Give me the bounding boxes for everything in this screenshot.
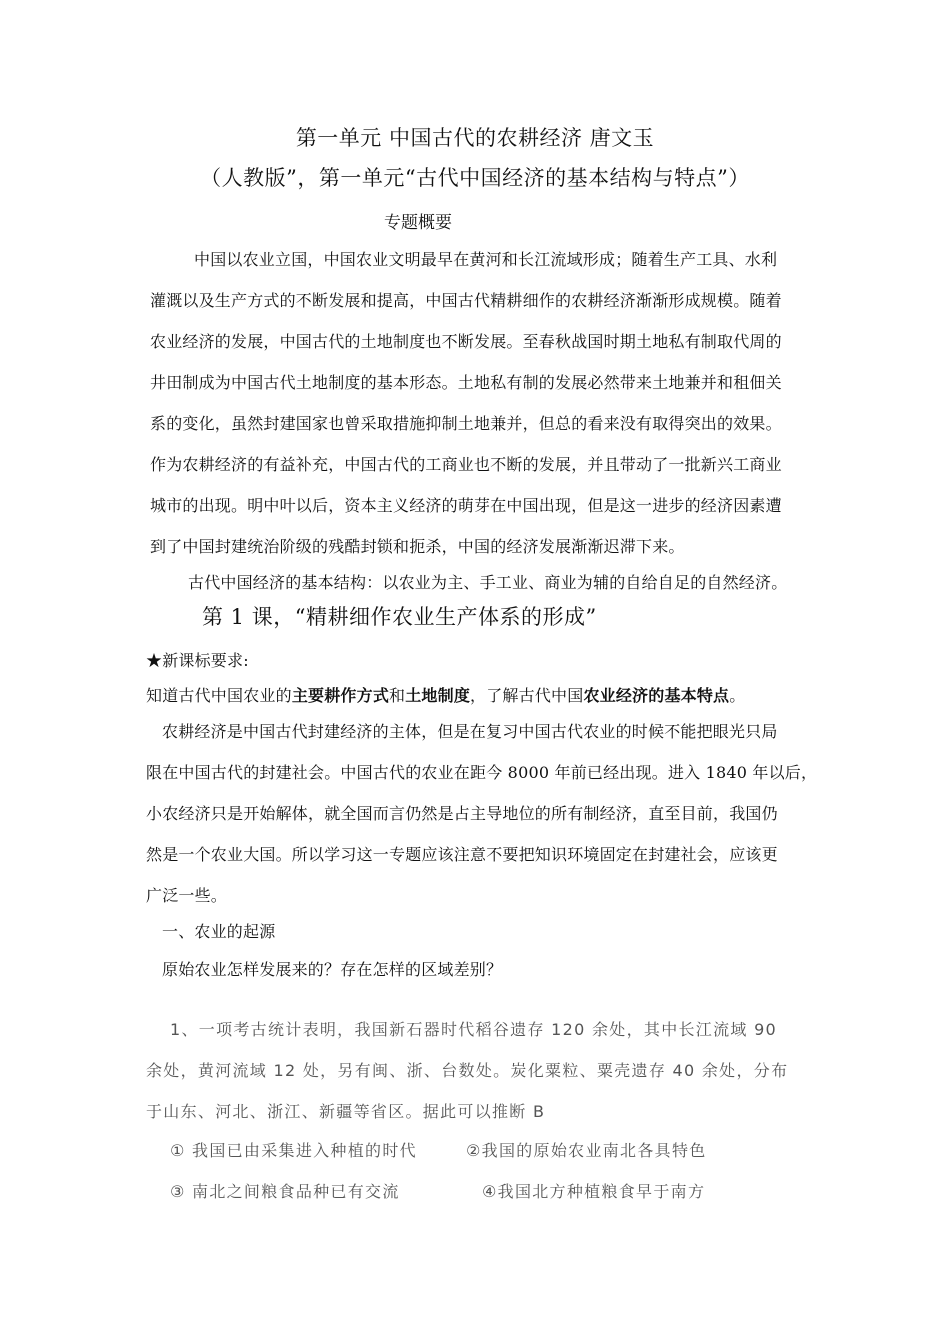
requirement-text: 。 (729, 686, 746, 705)
requirement-text: 知道古代中国农业的 (146, 686, 292, 705)
requirement-emphasis: 农业经济的基本特点 (583, 686, 730, 705)
overview-line: 井田制成为中国古代土地制度的基本形态。土地私有制的发展必然带来土地兼并和租佃关 (150, 373, 782, 392)
overview-line: 农业经济的发展，中国古代的土地制度也不断发展。至春秋战国时期土地私有制取代周的 (150, 332, 782, 351)
document-subtitle: （人教版”，第一单元“古代中国经济的基本结构与特点”） (200, 166, 750, 190)
overview-line: 到了中国封建统治阶级的残酷封锁和扼杀，中国的经济发展渐渐迟滞下来。 (150, 537, 685, 556)
economic-structure-line: 古代中国经济的基本结构：以农业为主、手工业、商业为辅的自给自足的自然经济。 (188, 573, 788, 592)
overview-line: 作为农耕经济的有益补充，中国古代的工商业也不断的发展，并且带动了一批新兴工商业 (150, 455, 782, 474)
requirement-emphasis: 主要耕作方式 (291, 686, 390, 705)
standard-requirement (146, 683, 745, 706)
section-heading-origin: 一、农业的起源 (162, 922, 276, 941)
requirement-emphasis: 土地制度 (405, 686, 471, 705)
exercise-option: ① 我国已由采集进入种植的时代 (170, 1141, 417, 1160)
document-title: 第一单元 中国古代的农耕经济 唐文玉 (295, 126, 655, 150)
intro-line: 限在中国古代的封建社会。中国古代的农业在距今 8000 年前已经出现。进入 1840 年以后， (146, 763, 818, 782)
lesson-title: 第 1 课，“精耕细作农业生产体系的形成” (202, 605, 597, 629)
intro-line: 广泛一些。 (146, 886, 228, 905)
intro-line: 小农经济只是开始解体，就全国而言仍然是占主导地位的所有制经济，直至目前，我国仍 (146, 804, 778, 823)
question-line: 原始农业怎样发展来的？存在怎样的区域差别？ (162, 960, 503, 979)
overview-line: 城市的出现。明中叶以后，资本主义经济的萌芽在中国出现，但是这一进步的经济因素遭 (150, 496, 782, 515)
overview-line: 系的变化，虽然封建国家也曾采取措施抑制土地兼并，但总的看来没有取得突出的效果。 (150, 414, 782, 433)
intro-line: 农耕经济是中国古代封建经济的主体，但是在复习中国古代农业的时候不能把眼光只局 (162, 722, 778, 741)
requirement-text: 和 (389, 686, 406, 705)
section-heading-overview: 专题概要 (384, 213, 452, 233)
exercise-option: ④我国北方种植粮食早于南方 (482, 1182, 706, 1201)
exercise-option: ②我国的原始农业南北各具特色 (466, 1141, 707, 1160)
standard-heading: ★新课标要求: (146, 651, 249, 670)
exercise-line: 1、一项考古统计表明，我国新石器时代稻谷遗存 120 余处，其中长江流域 90 (170, 1020, 778, 1039)
exercise-option: ③ 南北之间粮食品种已有交流 (170, 1182, 400, 1201)
overview-line: 中国以农业立国，中国农业文明最早在黄河和长江流域形成；随着生产工具、水利 (194, 250, 778, 269)
intro-line: 然是一个农业大国。所以学习这一专题应该注意不要把知识环境固定在封建社会，应该更 (146, 845, 778, 864)
overview-line: 灌溉以及生产方式的不断发展和提高，中国古代精耕细作的农耕经济渐渐形成规模。随着 (150, 291, 782, 310)
requirement-text: ，了解古代中国 (470, 686, 584, 705)
exercise-line: 于山东、河北、浙江、新疆等省区。据此可以推断 B (146, 1102, 546, 1121)
exercise-line: 余处，黄河流域 12 处，另有闽、浙、台数处。炭化粟粒、粟壳遗存 40 余处，分布 (146, 1061, 789, 1080)
